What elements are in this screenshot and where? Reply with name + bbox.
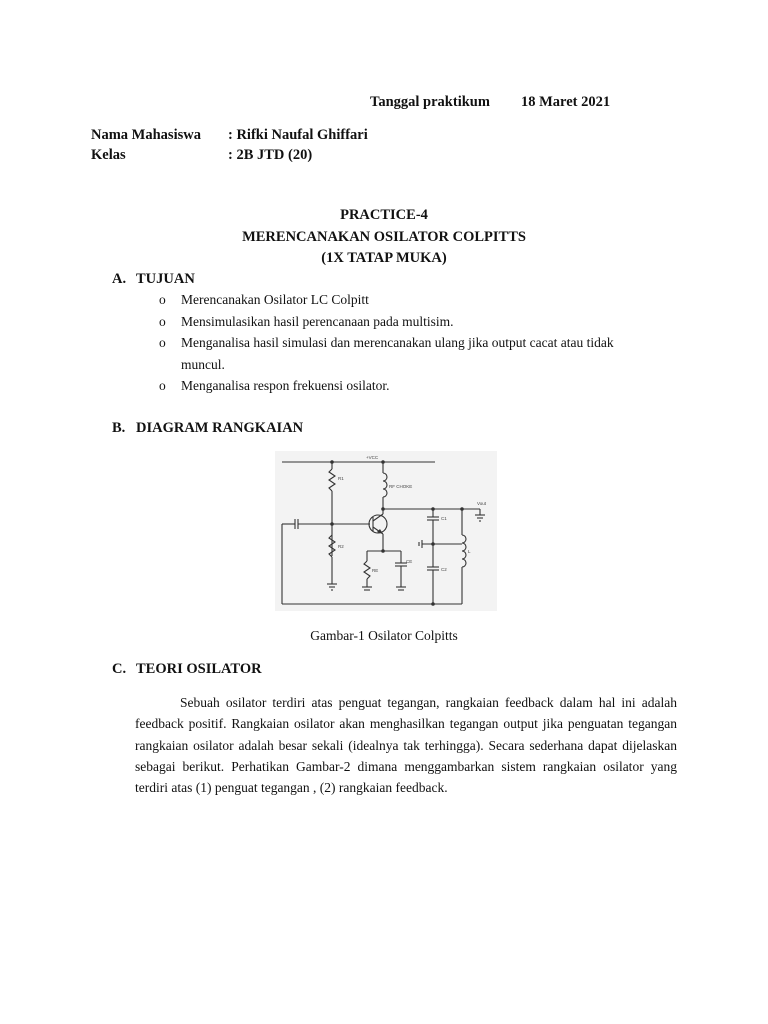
c2-label: C2 <box>441 567 447 572</box>
theory-paragraph <box>135 692 677 798</box>
bullet-marker: o <box>159 314 166 329</box>
section-c-letter: C. <box>112 661 127 677</box>
re-label: RE <box>372 568 379 573</box>
section-a-heading: TUJUAN <box>136 271 195 287</box>
theory-paragraph-text: Sebuah osilator terdiri atas penguat tegangan, rangkaian feedback dalam hal ini adalah feedback positif. Rangkaian osilator akan menghasilkan tegangan output jika penguatan tegangan rangkaian osilator adalah besar sekali (idealnya tak terhingga). Secara sederhana dapat dijelaskan sebagai berikut. Perhatikan Gambar-2 dimana menggambarkan sistem rangkaian osilator yang terdiri atas (1) penguat tegangan , (2) rangkaian feedback. <box>135 695 677 796</box>
class-label: Kelas <box>91 147 126 163</box>
figure-caption: Gambar-1 Osilator Colpitts <box>310 628 458 643</box>
class-value: : 2B JTD (20) <box>228 147 313 163</box>
section-a-letter: A. <box>112 271 127 287</box>
name-label: Nama Mahasiswa <box>91 127 201 143</box>
list-item-text: Merencanakan Osilator LC Colpitt <box>181 292 369 307</box>
inductor-label: L <box>468 549 471 554</box>
practice-title: PRACTICE-4 <box>340 207 428 223</box>
list-item-text: Menganalisa respon frekuensi osilator. <box>181 378 390 393</box>
r2-label: R2 <box>338 544 344 549</box>
bullet-marker: o <box>159 292 166 307</box>
rf-choke-label: RF CHOKE <box>389 484 413 489</box>
document-subtitle: (1X TATAP MUKA) <box>321 250 447 266</box>
document-title: MERENCANAKAN OSILATOR COLPITTS <box>242 229 526 245</box>
ce-label: CE <box>406 559 413 564</box>
name-value: : Rifki Naufal Ghiffari <box>228 127 368 143</box>
section-b-heading: DIAGRAM RANGKAIAN <box>136 420 304 436</box>
r1-label: R1 <box>338 476 344 481</box>
list-item-text: Mensimulasikan hasil perencanaan pada multisim. <box>181 314 454 329</box>
section-c-heading: TEORI OSILATOR <box>136 661 262 677</box>
date-label: Tanggal praktikum <box>370 94 490 110</box>
list-item-text: Menganalisa hasil simulasi dan merencanakan ulang jika output cacat atau tidak <box>181 335 614 350</box>
vout-label: Vout <box>477 501 487 506</box>
date-value: 18 Maret 2021 <box>521 94 611 110</box>
section-b-letter: B. <box>112 420 126 436</box>
c1-label: C1 <box>441 516 447 521</box>
list-item-continuation: muncul. <box>181 357 225 372</box>
vcc-label: +VCC <box>366 455 379 460</box>
bullet-marker: o <box>159 335 166 350</box>
bullet-marker: o <box>159 378 166 393</box>
colpitts-circuit-diagram <box>275 451 497 611</box>
